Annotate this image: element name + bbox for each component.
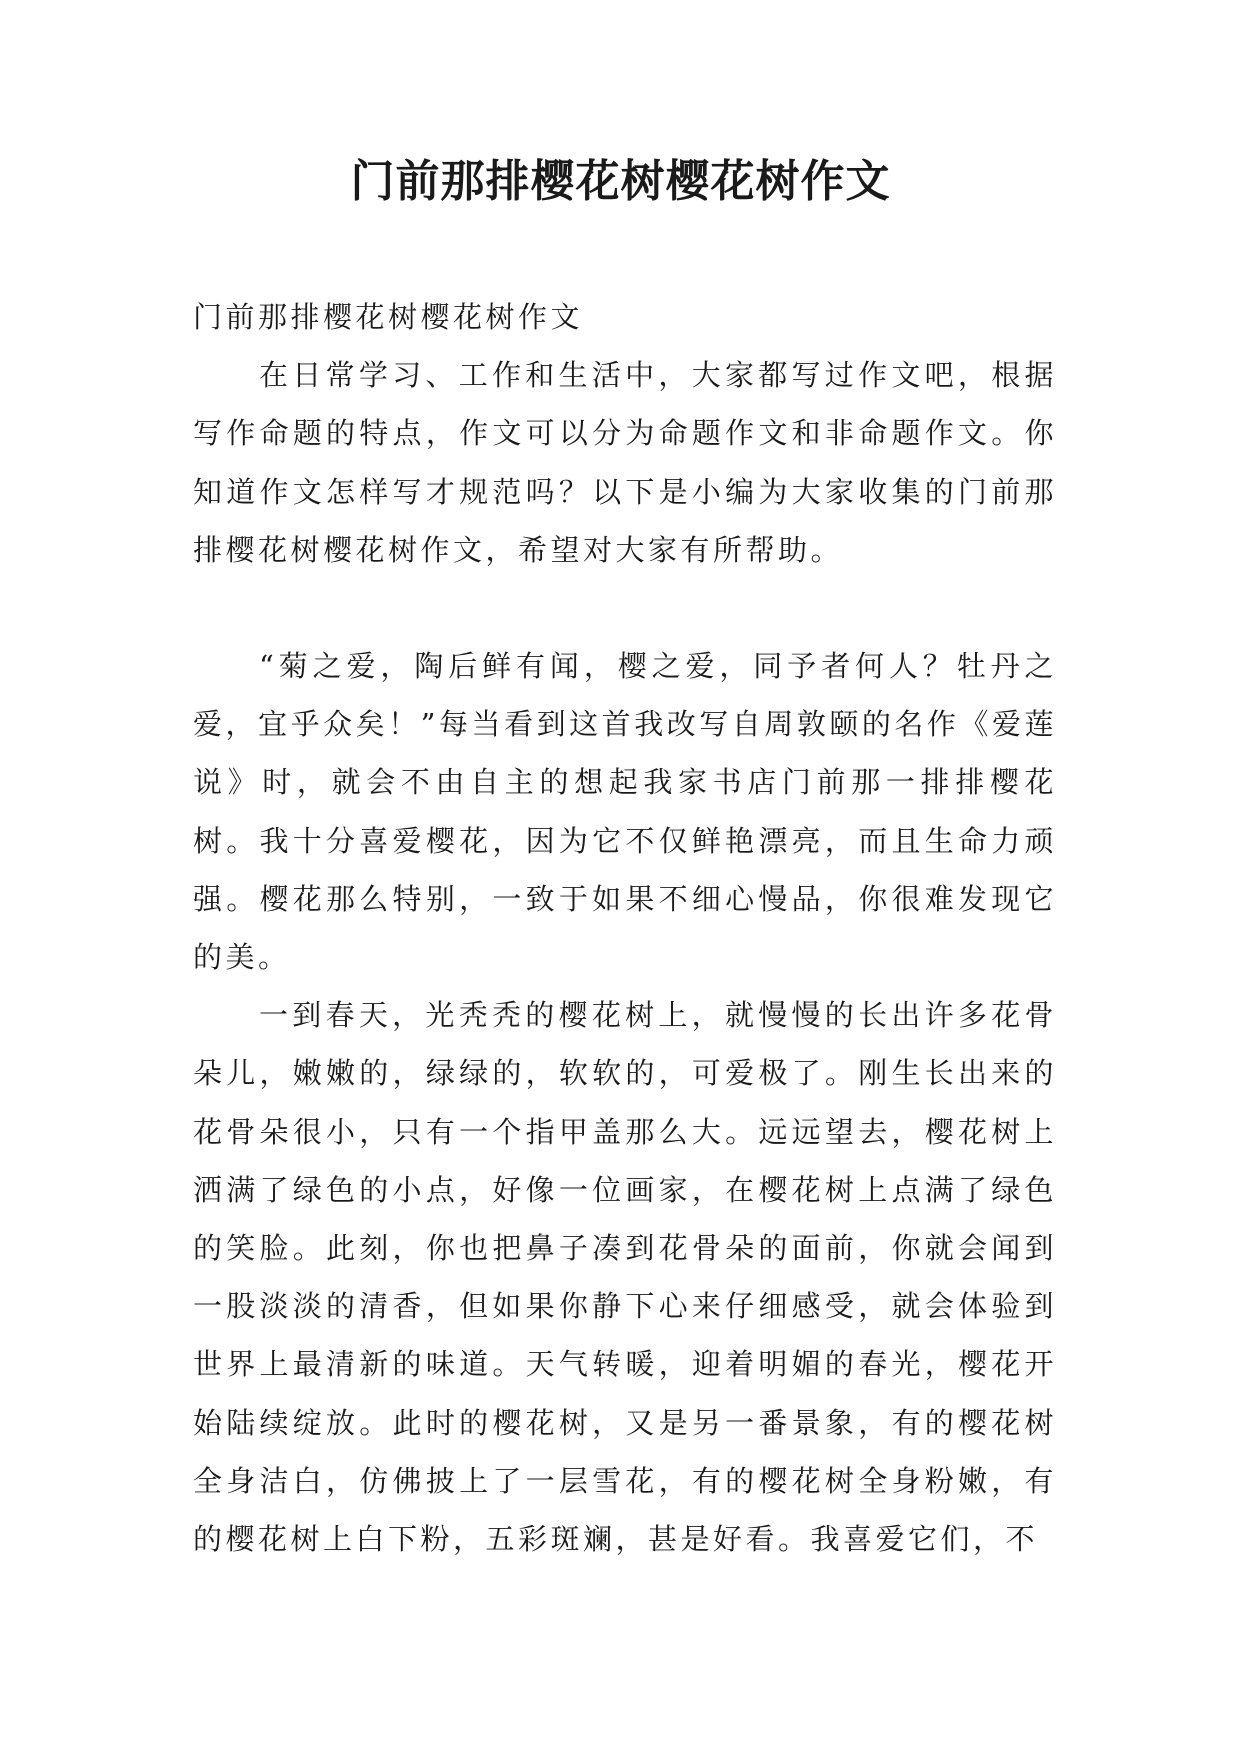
document-title: 门前那排樱花树樱花树作文 [350,156,891,207]
paragraph-intro: 在日常学习、工作和生活中，大家都写过作文吧，根据写作命题的特点，作文可以分为命题作文和非命题作文。你知道作文怎样写才规范吗？以下是小编为大家收集的门前那排樱花树樱花树作文，希望对大家有所帮助。 [193,358,1057,567]
document-subtitle: 门前那排樱花树樱花树作文 [193,300,584,334]
paragraph-spacer [193,579,1057,637]
paragraph-quote: “菊之爱，陶后鲜有闻，樱之爱，同予者何人？牡丹之爱，宜乎众矣！”每当看到这首我改写自周敦颐的名作《爱莲说》时，就会不由自主的想起我家书店门前那一排排樱花树。我十分喜爱樱花，因为它不仅鲜艳漂亮，而且生命力顽强。樱花那么特别，一致于如果不细心慢品，你很难发现它的美。 [193,649,1057,975]
paragraph-spring: 一到春天，光秃秃的樱花树上，就慢慢的长出许多花骨朵儿，嫩嫩的，绿绿的，软软的，可爱极了。刚生长出来的花骨朵很小，只有一个指甲盖那么大。远远望去，樱花树上洒满了绿色的小点，好像一位画家，在樱花树上点满了绿色的笑脸。此刻，你也把鼻子凑到花骨朵的面前，你就会闻到一股淡淡的清香，但如果你静下心来仔细感受，就会体验到世界上最清新的味道。天气转暖，迎着明媚的春光，樱花开始陆续绽放。此时的樱花树，又是另一番景象，有的樱花树全身洁白，仿佛披上了一层雪花，有的樱花树全身粉嫩，有的樱花树上白下粉，五彩斑斓，甚是好看。我喜爱它们，不 [193,998,1057,1557]
document-body [193,288,1057,1568]
